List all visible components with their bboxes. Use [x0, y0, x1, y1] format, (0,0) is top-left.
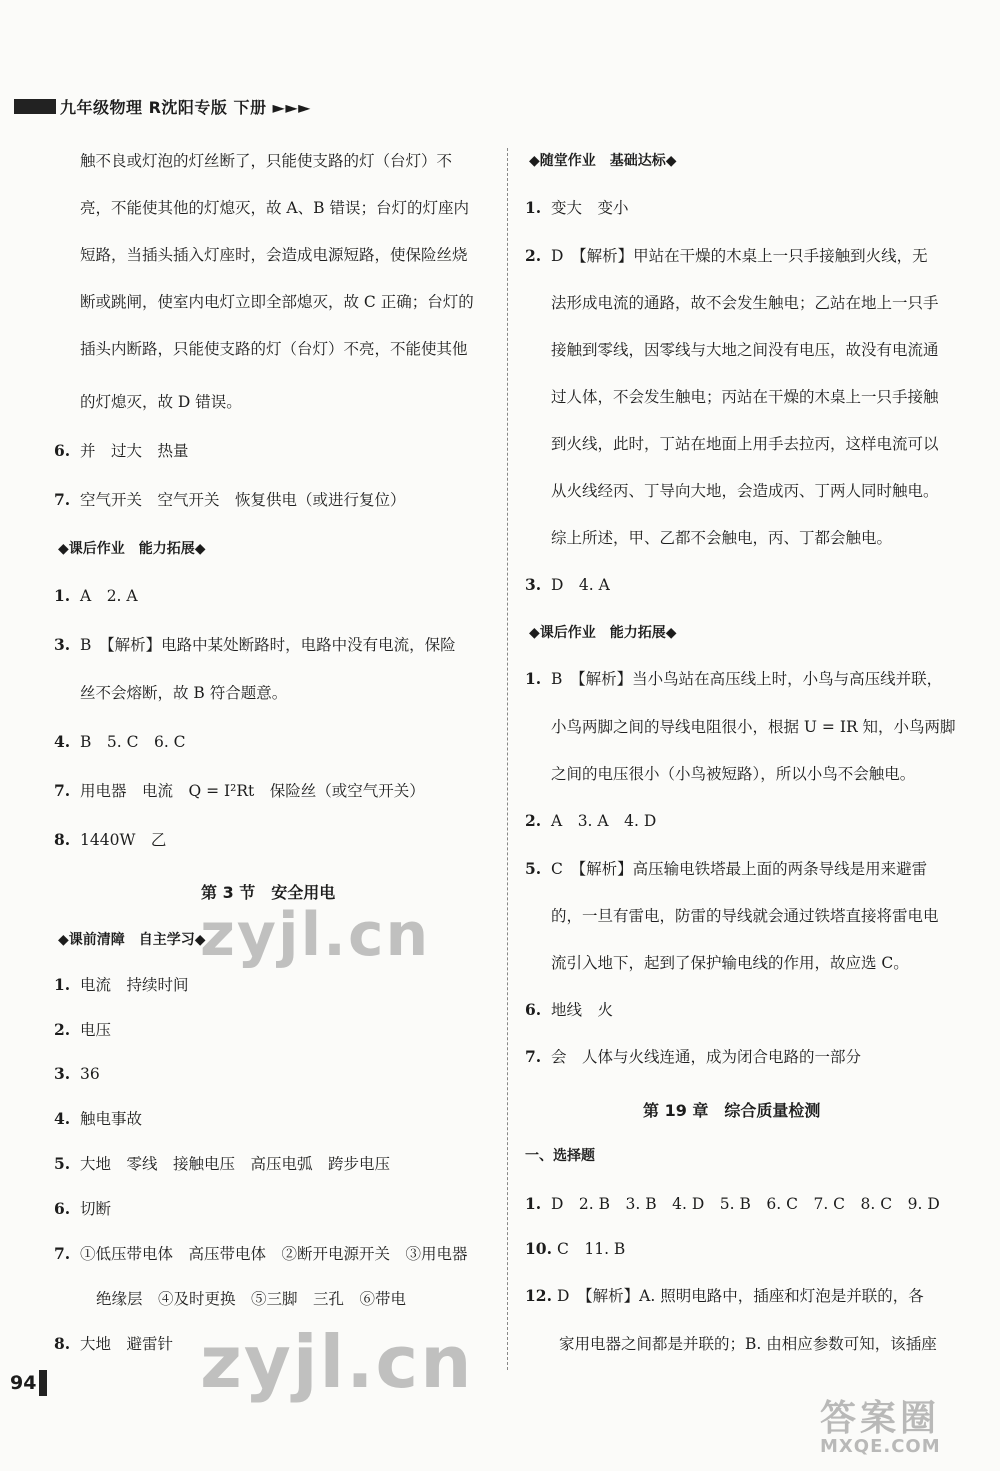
- answer-item: [525, 1285, 924, 1307]
- item-number: 8.: [54, 1334, 71, 1353]
- text-line: 短路，当插头插入灯座时，会造成电源短路，使保险丝烧: [80, 246, 468, 264]
- page-number-text: 94: [10, 1372, 37, 1394]
- text-line: 家用电器之间都是并联的；B. 由相应参数可知，该插座: [559, 1335, 937, 1353]
- item-text: D 【解析】甲站在干燥的木桌上一只手接触到火线，无: [551, 247, 928, 265]
- text-line: 过人体，不会发生触电；丙站在干燥的木桌上一只手接触: [551, 388, 939, 406]
- item-text: 大地 零线 接触电压 高压电弧 跨步电压: [80, 1155, 391, 1173]
- item-text: D 【解析】A. 照明电路中，插座和灯泡是并联的，各: [557, 1287, 924, 1305]
- item-text: C 【解析】高压输电铁塔最上面的两条导线是用来避雷: [551, 860, 928, 878]
- text-line: 断或跳闸，使室内电灯立即全部熄灭，故 C 正确；台灯的: [80, 293, 474, 311]
- text-line: 综上所述，甲、乙都不会触电，丙、丁都会触电。: [551, 529, 893, 547]
- text-line: 亮，不能使其他的灯熄灭，故 A、B 错误；台灯的灯座内: [80, 199, 469, 217]
- page-number: [10, 1370, 47, 1396]
- answer-item: [54, 440, 189, 462]
- item-number: 1.: [525, 198, 542, 217]
- section-label: 一、选择题: [525, 1148, 595, 1164]
- column-divider: [507, 148, 508, 1370]
- item-number: 4.: [54, 732, 71, 751]
- answer-item: [54, 585, 138, 607]
- section-label: ◆课后作业 能力拓展◆: [529, 625, 677, 641]
- item-text: 并 过大 热量: [80, 442, 189, 460]
- section-label: ◆课后作业 能力拓展◆: [58, 541, 206, 557]
- answer-item: [54, 634, 456, 656]
- item-text: 1440W 乙: [80, 831, 167, 849]
- watermark-logo-cn: 答案圈: [820, 1398, 941, 1439]
- item-number: 10.: [525, 1239, 552, 1258]
- answer-item: [54, 1108, 142, 1130]
- item-text: B 【解析】当小鸟站在高压线上时，小鸟与高压线并联，: [551, 670, 943, 688]
- item-text: 会 人体与火线连通，成为闭合电路的一部分: [551, 1048, 862, 1066]
- text-line: 的灯熄灭，故 D 错误。: [80, 393, 242, 411]
- answer-item: [525, 810, 656, 832]
- item-number: 3.: [525, 575, 542, 594]
- item-number: 5.: [54, 1154, 71, 1173]
- item-text: ①低压带电体 高压带电体 ②断开电源开关 ③用电器: [80, 1245, 468, 1263]
- section-label: ◆随堂作业 基础达标◆: [529, 153, 677, 169]
- text-line: 法形成电流的通路，故不会发生触电；乙站在地上一只手: [551, 294, 939, 312]
- answer-item: [525, 1193, 940, 1215]
- text-line: 的，一旦有雷电，防雷的导线就会通过铁塔直接将雷电电: [551, 907, 939, 925]
- item-number: 6.: [54, 1199, 71, 1218]
- watermark: zyjl.cn: [200, 900, 431, 970]
- item-text: 切断: [80, 1200, 112, 1218]
- answer-item: [525, 245, 928, 267]
- item-text: 触电事故: [80, 1110, 143, 1128]
- header-title: 九年级物理 R沈阳专版 下册 ►►►: [60, 97, 311, 117]
- item-text: D 2. B 3. B 4. D 5. B 6. C 7. C 8. C 9. D: [551, 1195, 940, 1213]
- item-number: 8.: [54, 830, 71, 849]
- item-number: 7.: [54, 1244, 71, 1263]
- answer-item: [54, 974, 189, 996]
- answer-item: [54, 489, 406, 511]
- item-text: C 11. B: [557, 1240, 626, 1258]
- item-number: 12.: [525, 1286, 552, 1305]
- item-number: 1.: [54, 975, 71, 994]
- answer-item: [54, 1153, 390, 1175]
- text-line: 插头内断路，只能使支路的灯（台灯）不亮，不能使其他: [80, 340, 468, 358]
- answer-item: [54, 1063, 100, 1085]
- item-number: 2.: [54, 1020, 71, 1039]
- item-number: 4.: [54, 1109, 71, 1128]
- text-line: 到火线，此时，丁站在地面上用手去拉丙，这样电流可以: [551, 435, 939, 453]
- item-number: 2.: [525, 811, 542, 830]
- item-number: 1.: [54, 586, 71, 605]
- item-number: 7.: [54, 490, 71, 509]
- answer-item: [525, 668, 942, 690]
- section-label: ◆课前清障 自主学习◆: [58, 932, 206, 948]
- running-header: [14, 94, 311, 118]
- answer-item: [54, 1333, 173, 1355]
- item-text: D 4. A: [551, 576, 610, 594]
- item-number: 3.: [54, 1064, 71, 1083]
- item-text: 电压: [80, 1021, 112, 1039]
- item-text: A 3. A 4. D: [551, 812, 657, 830]
- text-line: 触不良或灯泡的灯丝断了，只能使支路的灯（台灯）不: [80, 152, 453, 170]
- item-number: 1.: [525, 1194, 542, 1213]
- item-number: 1.: [525, 669, 542, 688]
- text-line: 丝不会熔断，故 B 符合题意。: [80, 684, 288, 702]
- section-heading: 第 19 章 综合质量检测: [643, 1101, 821, 1120]
- item-number: 3.: [54, 635, 71, 654]
- text-line: 流引入地下，起到了保护输电线的作用，故应选 C。: [551, 954, 909, 972]
- answer-item: [525, 999, 613, 1021]
- item-text: B 【解析】电路中某处断路时，电路中没有电流，保险: [80, 636, 456, 654]
- item-text: B 5. C 6. C: [80, 733, 186, 751]
- item-text: 空气开关 空气开关 恢复供电（或进行复位）: [80, 491, 406, 509]
- answer-item: [54, 780, 425, 802]
- answer-item: [525, 1046, 861, 1068]
- item-number: 5.: [525, 859, 542, 878]
- answer-item: [525, 197, 629, 219]
- watermark-logo-en: MXQE.COM: [820, 1436, 941, 1457]
- answer-item: [525, 1238, 625, 1260]
- text-line: 接触到零线，因零线与大地之间没有电压，故没有电流通: [551, 341, 939, 359]
- answer-item: [54, 1243, 468, 1265]
- answer-item: [54, 731, 186, 753]
- header-bar: [14, 99, 56, 114]
- item-text: 电流 持续时间: [80, 976, 189, 994]
- item-text: A 2. A: [80, 587, 138, 605]
- watermark: zyjl.cn: [200, 1320, 474, 1404]
- item-number: 7.: [525, 1047, 542, 1066]
- item-text: 大地 避雷针: [80, 1335, 174, 1353]
- answer-item: [525, 574, 610, 596]
- section-heading: 第 3 节 安全用电: [201, 883, 336, 902]
- text-line: 绝缘层 ④及时更换 ⑤三脚 三孔 ⑥带电: [96, 1290, 407, 1308]
- item-text: 36: [80, 1065, 100, 1083]
- item-number: 7.: [54, 781, 71, 800]
- answer-item: [54, 1019, 111, 1041]
- text-line: 小鸟两脚之间的导线电阻很小，根据 U = IR 知，小鸟两脚: [551, 718, 956, 736]
- item-text: 变大 变小: [551, 199, 629, 217]
- page-number-bar: [39, 1370, 47, 1396]
- item-number: 2.: [525, 246, 542, 265]
- item-number: 6.: [525, 1000, 542, 1019]
- answer-item: [525, 858, 927, 880]
- answer-item: [54, 1198, 111, 1220]
- item-text: 地线 火: [551, 1001, 614, 1019]
- item-number: 6.: [54, 441, 71, 460]
- text-line: 从火线经丙、丁导向大地，会造成丙、丁两人同时触电。: [551, 482, 939, 500]
- item-text: 用电器 电流 Q = I²Rt 保险丝（或空气开关）: [80, 782, 425, 800]
- text-line: 之间的电压很小（小鸟被短路），所以小鸟不会触电。: [551, 765, 916, 783]
- answer-item: [54, 829, 166, 851]
- watermark-logo: [790, 1390, 990, 1460]
